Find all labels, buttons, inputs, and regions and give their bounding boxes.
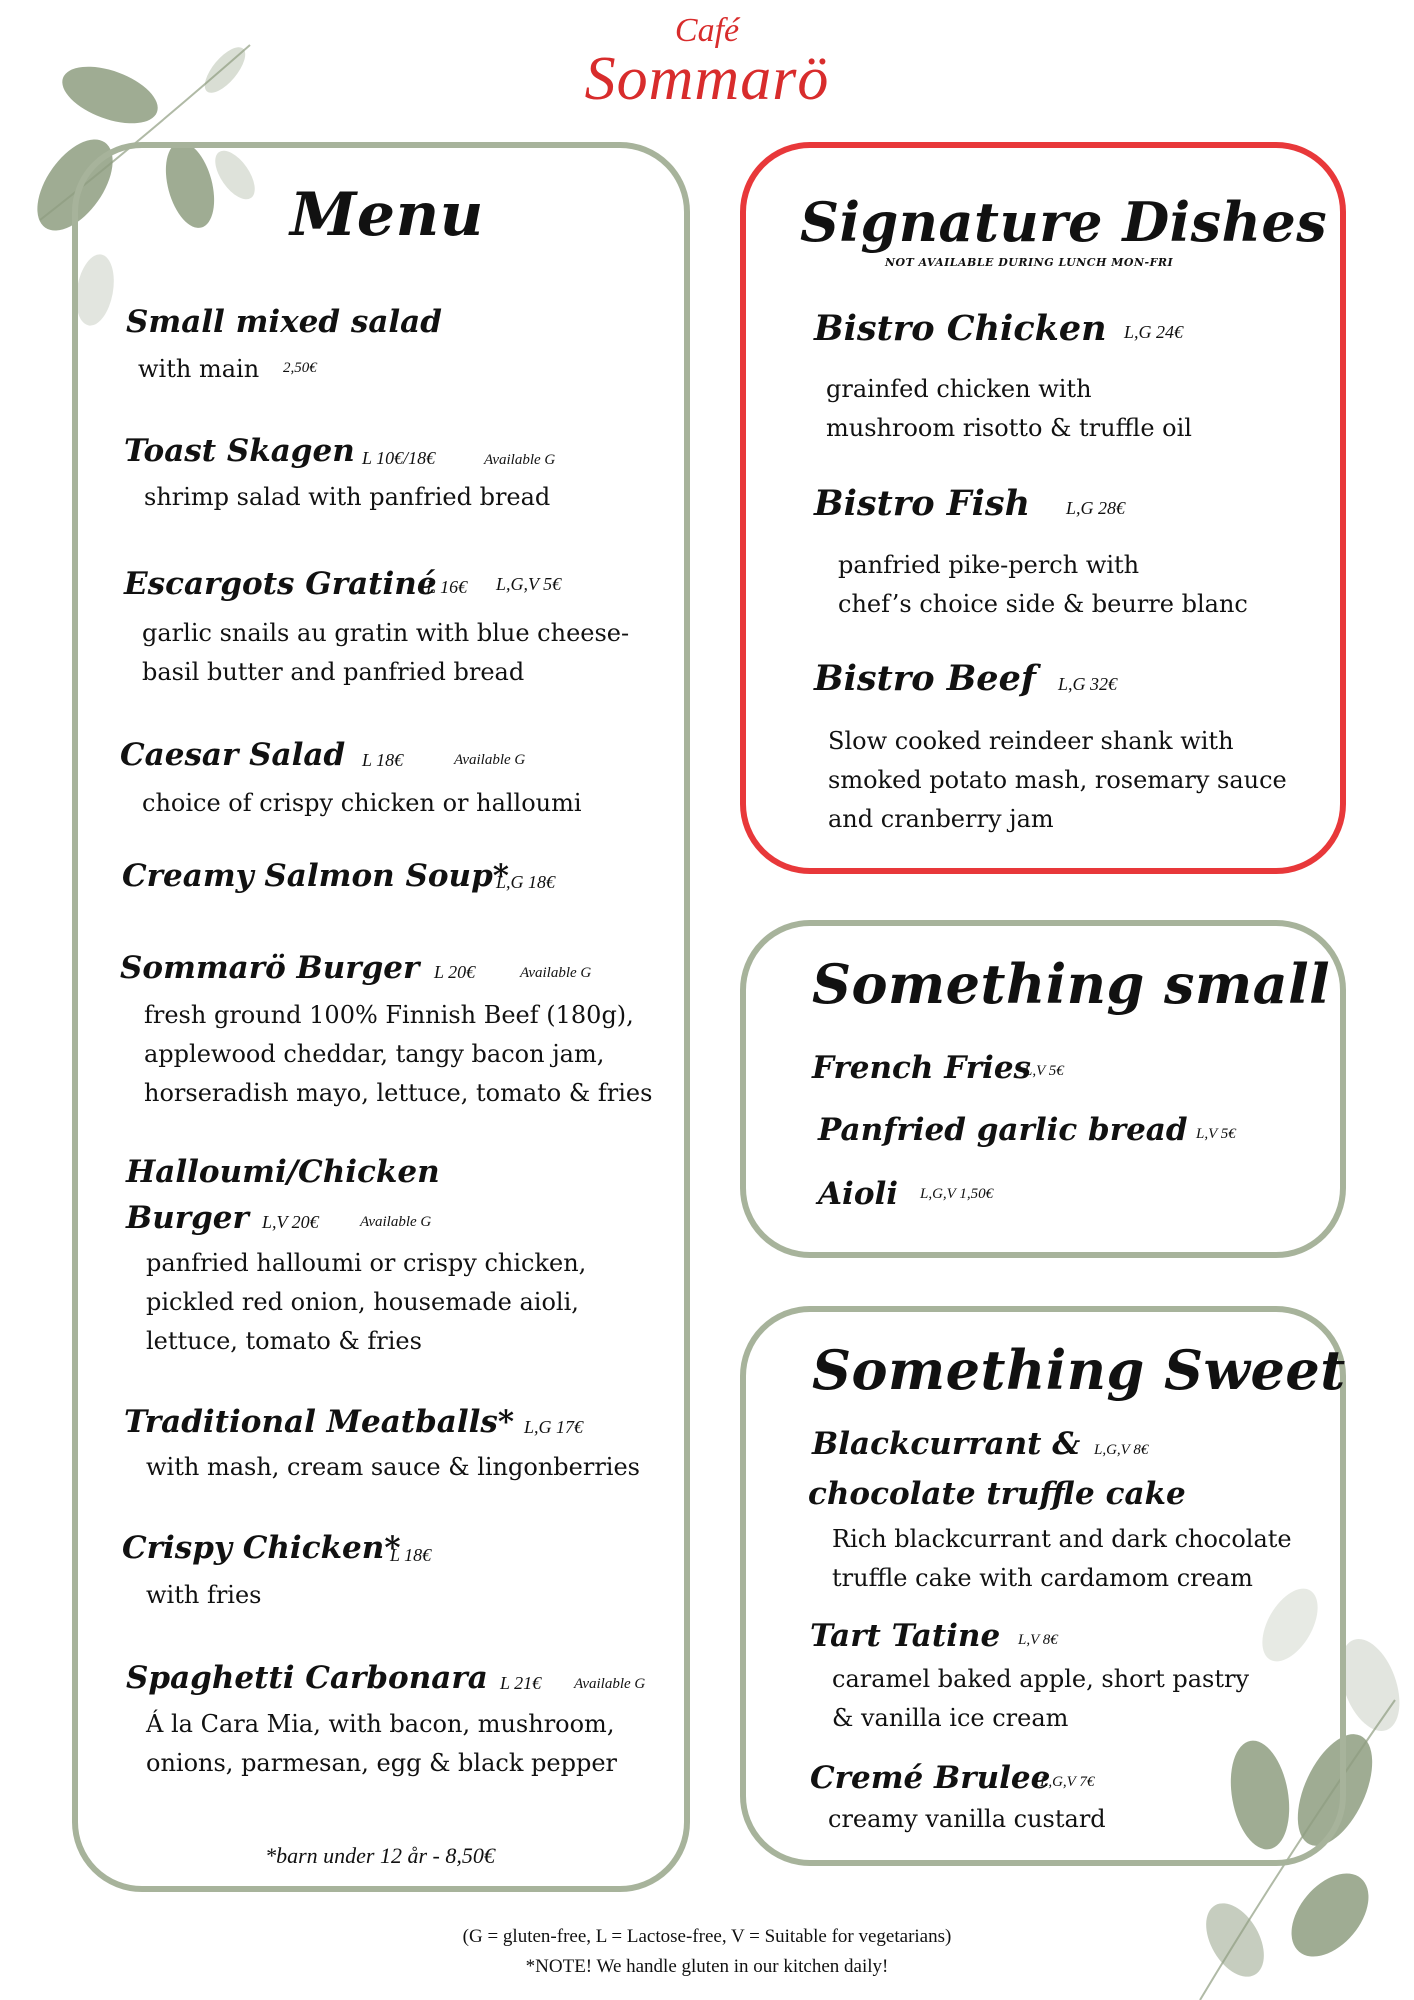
signature-item-name: Bistro Fish [814,483,1031,524]
signature-item-meta: L,G 28€ [1066,498,1126,518]
signature-item-desc: panfried pike-perch with [838,551,1140,579]
menu-item-name: Caesar Salad [120,737,346,773]
signature-item-desc: Slow cooked reindeer shank with [828,727,1234,755]
signature-item-desc: and cranberry jam [828,805,1054,833]
menu-item-name: Halloumi/Chicken [126,1154,440,1190]
menu-item-desc: with main [138,355,260,383]
menu-item-note: Available G [484,452,556,468]
sweet-item-meta: L,G,V 7€ [1040,1774,1095,1790]
menu-item-note: Available G [520,965,592,981]
signature-item-desc: chef’s choice side & beurre blanc [838,590,1248,618]
signature-item-meta: L,G 24€ [1124,322,1184,342]
menu-item-desc: shrimp salad with panfried bread [144,483,551,511]
menu-item-meta: L 10€/18€ [362,448,436,468]
signature-item-desc: smoked potato mash, rosemary sauce [828,766,1287,794]
menu-item-note: Available G [574,1676,646,1692]
menu-item-meta-2: L,G,V 5€ [496,574,562,594]
menu-item-name: Small mixed salad [126,304,442,340]
menu-item-meta: L 18€ [362,750,404,770]
menu-item-desc: horseradish mayo, lettuce, tomato & fries [144,1079,653,1107]
menu-item-desc: panfried halloumi or crispy chicken, [146,1249,587,1277]
menu-item-name: Crispy Chicken* [122,1530,401,1566]
sweet-item-name-line2: chocolate truffle cake [808,1476,1186,1512]
sweet-item-desc: creamy vanilla custard [828,1805,1106,1833]
menu-item-name: Creamy Salmon Soup* [122,858,509,894]
menu-item-desc: onions, parmesan, egg & black pepper [146,1749,617,1777]
menu-item-meta: L 21€ [500,1673,542,1693]
sweet-item-name: Blackcurrant & [812,1426,1081,1462]
brand-cafe: Café [674,12,740,49]
sweet-item-name: Tart Tatine [810,1618,1001,1654]
sweet-item-desc: & vanilla ice cream [832,1704,1069,1732]
menu-item-note: Available G [454,752,526,768]
menu-item-desc: pickled red onion, housemade aioli, [146,1288,579,1316]
sweet-item-name: Cremé Brulee [810,1760,1051,1796]
menu-item-note: Available G [360,1214,432,1230]
small-title: Something small [812,952,1331,1016]
small-item-meta: L,G,V 1,50€ [920,1186,994,1202]
menu-item-name-line2: Burger [126,1200,249,1236]
menu-item-meta: L,G 18€ [496,872,556,892]
menu-item-name: Sommarö Burger [120,950,420,986]
menu-item-desc: fresh ground 100% Finnish Beef (180g), [144,1001,634,1029]
sweet-item-desc: truffle cake with cardamom cream [832,1564,1253,1592]
signature-item-desc: mushroom risotto & truffle oil [826,414,1192,442]
signature-item-name: Bistro Chicken [814,308,1107,349]
menu-item-meta: L,V 20€ [262,1212,319,1232]
small-item-name: Panfried garlic bread [818,1112,1188,1148]
small-item-name: French Fries [812,1050,1032,1086]
signature-title: Signature Dishes [800,190,1328,254]
menu-item-desc: basil butter and panfried bread [142,658,525,686]
menu-item-price: 2,50€ [283,360,317,376]
sweet-item-desc: caramel baked apple, short pastry [832,1665,1250,1693]
gluten-warning: *NOTE! We handle gluten in our kitchen daily! [525,1956,889,1977]
signature-item-meta: L,G 32€ [1058,674,1118,694]
menu-item-desc: lettuce, tomato & fries [146,1327,422,1355]
signature-item-desc: grainfed chicken with [826,375,1092,403]
small-item-name: Aioli [818,1176,899,1212]
menu-item-desc: applewood cheddar, tangy bacon jam, [144,1040,605,1068]
signature-item-name: Bistro Beef [814,658,1036,699]
brand-name: Sommarö [584,45,830,113]
menu-item-name: Toast Skagen [124,433,355,469]
menu-item-meta: L 20€ [434,962,476,982]
menu-item-name: Escargots Gratiné [124,566,437,602]
sweet-title: Something Sweet [812,1338,1346,1402]
sweet-item-meta: L,V 8€ [1018,1632,1058,1648]
menu-item-name: Spaghetti Carbonara [126,1660,488,1696]
menu-item-desc: choice of crispy chicken or halloumi [142,789,582,817]
menu-item-meta: L 18€ [390,1545,432,1565]
kids-price-note: *barn under 12 år - 8,50€ [265,1843,495,1868]
sweet-item-desc: Rich blackcurrant and dark chocolate [832,1525,1292,1553]
menu-item-desc: Á la Cara Mia, with bacon, mushroom, [146,1710,615,1738]
menu-item-desc: garlic snails au gratin with blue cheese- [142,619,630,647]
menu-title: Menu [290,180,484,250]
small-item-meta: L,V 5€ [1024,1063,1064,1079]
menu-item-name: Traditional Meatballs* [124,1404,515,1440]
menu-item-desc: with fries [146,1581,262,1609]
menu-item-meta: L 16€ [426,577,468,597]
sweet-item-meta: L,G,V 8€ [1094,1442,1149,1458]
signature-availability-note: NOT AVAILABLE DURING LUNCH MON-FRI [885,256,1174,269]
diet-legend: (G = gluten-free, L = Lactose-free, V = Suitable for vegetarians) [462,1926,952,1947]
small-item-meta: L,V 5€ [1196,1126,1236,1142]
menu-item-desc: with mash, cream sauce & lingonberries [146,1453,640,1481]
menu-item-meta: L,G 17€ [524,1417,584,1437]
